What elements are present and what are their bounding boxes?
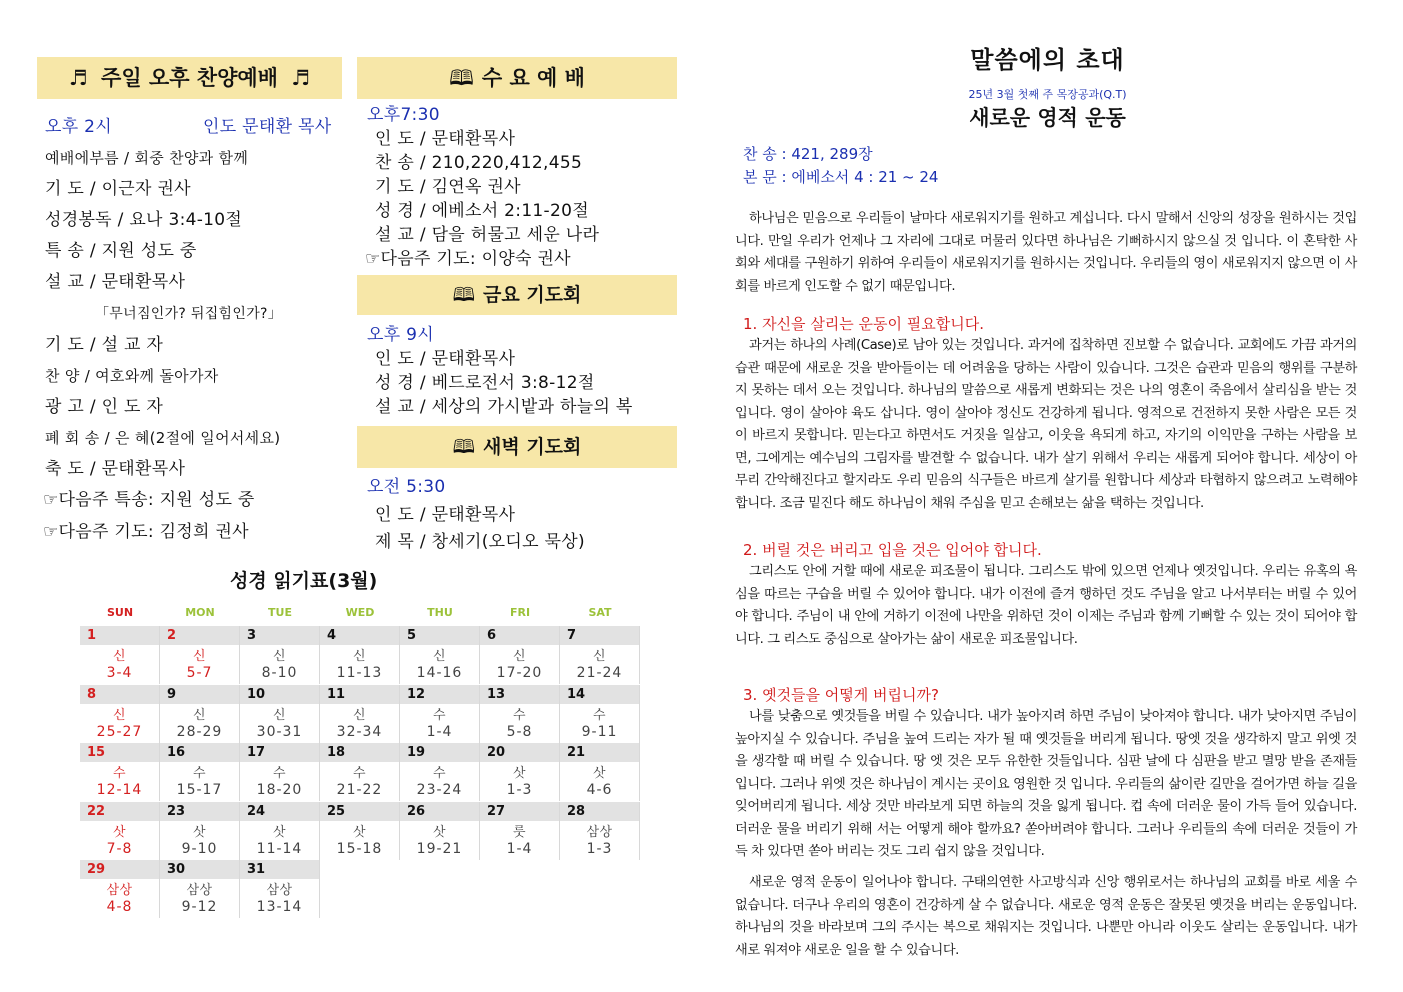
reading-chapters: 9-10 [181, 840, 218, 857]
day-number: 13 [480, 685, 559, 704]
day-number: 27 [480, 802, 559, 821]
reading-chapters: 9-11 [581, 723, 618, 740]
section-body: 나를 낮춤으로 옛것들을 버릴 수 있습니다. 내가 높아지려 하면 주님이 낮아져야 합니다. 내가 낮아지면 주님이 높아지실 수 있습니다. 주님을 높여 드리는 자가 될 때 옛것들을 버리게 됩니다. 땅엣 것을 생각하지 말고 위엣 것을 생각할 때 버릴 수 있습니다. 땅 엣 것은 모두 유한한 것들입니다. 심판 날에 다 심판을 받고 멸망 받을 존재들입니다. 그러나 위엣 것은 하나님이 계시는 곳이요 영원한 것 입니다. 우리들의 삶이란 길만을 걸어가면 하늘 길을 잊어버리게 됩니다. 세상 것만 바라보게 되면 하늘의 것을 잃게 됩니다. 컵 속에 더러운 물이 가득 들어 있습니다. 더러운 물을 버리기 위해 서는 어떻게 해야 할까요? 쏟아버려야 합니다. 그러나 우리들의 속에 더러운 것들이 가득 차 있다면 쏟아 버리는 것도 그리 쉽지 않을 것입니다. [735, 709, 1357, 859]
order-item: 인 도 / 문태환목사 [375, 129, 516, 149]
calendar-day [160, 685, 240, 743]
book-icon: 🕮 [452, 284, 475, 306]
order-item: 설 교 / 문태환목사 [45, 272, 186, 292]
calendar-day [400, 685, 480, 743]
day-number: 3 [240, 626, 319, 645]
reading-book: 신 [352, 649, 367, 664]
wednesday-service-banner [357, 57, 677, 99]
weekday-header: FRI [509, 606, 531, 619]
calendar-day [320, 626, 400, 684]
day-number: 1 [80, 626, 159, 645]
day-number: 30 [160, 860, 239, 879]
reading-chapters: 28-29 [176, 723, 223, 740]
day-number: 31 [240, 860, 319, 879]
friday-prayer-time: 오후 9시 [367, 325, 434, 345]
next-week-special-song: ☞다음주 특송: 지원 성도 중 [43, 490, 255, 510]
reading-book: 수 [592, 707, 607, 723]
reading-book: 삿 [272, 824, 287, 840]
calendar-day [80, 743, 160, 801]
reading-chapters: 21-24 [576, 665, 623, 681]
reading-book: 신 [192, 707, 207, 723]
day-number: 18 [320, 743, 399, 762]
day-number: 8 [80, 685, 159, 704]
order-item: 예배에부름 / 회중 찬양과 함께 [45, 149, 249, 167]
reading-chapters: 1-4 [426, 723, 453, 740]
day-number: 10 [240, 685, 319, 704]
calendar-day [240, 685, 320, 743]
reading-chapters: 15-17 [176, 782, 223, 798]
reading-chapters: 13-14 [256, 899, 303, 915]
intro-paragraph: 하나님은 믿음으로 우리들이 날마다 새로워지기를 원하고 계십니다. 다시 말해서 신앙의 성장을 원하시는 것입니다. 만일 우리가 언제나 그 자리에 그대로 머물러 있다면 하나님은 기뻐하시지 않으실 것 입니다. 이 혼탁한 사회와 세대를 구원하기 위하여 우리들이 새로워지기를 원하시는 것입니다. 우리들의 영이 새로워지지 않으면 이 사회를 바르게 인도할 수 없기 때문입니다. [735, 211, 1357, 294]
day-number: 6 [480, 626, 559, 645]
calendar-day [560, 743, 640, 801]
day-number: 19 [400, 743, 479, 762]
order-item: 폐 회 송 / 은 혜(2절에 일어서세요) [45, 429, 281, 447]
calendar-day [480, 685, 560, 743]
reading-book: 삼상 [586, 824, 613, 840]
reading-book: 수 [112, 766, 127, 781]
day-number: 4 [320, 626, 399, 645]
reading-book: 삼상 [186, 883, 213, 898]
reading-chapters: 4-6 [586, 782, 613, 798]
friday-prayer-banner [357, 275, 677, 315]
reading-book: 수 [432, 766, 447, 781]
book-icon: 🕮 [452, 436, 475, 458]
next-week-prayer: ☞다음주 기도: 이양숙 권사 [365, 249, 571, 269]
calendar-day [80, 685, 160, 743]
day-number: 12 [400, 685, 479, 704]
reading-chapters: 12-14 [96, 782, 143, 798]
weekday-header: MON [185, 606, 215, 619]
order-item: 설 교 / 담을 허물고 세운 나라 [375, 225, 600, 245]
day-number: 20 [480, 743, 559, 762]
order-item: 찬 양 / 여호와께 돌아가자 [45, 367, 219, 385]
music-note-icon: ♬ [68, 66, 88, 90]
reading-book: 수 [352, 766, 367, 781]
day-number: 28 [560, 802, 639, 821]
calendar-day [160, 743, 240, 801]
hymn-line: 찬 송 : 421, 289장 [743, 145, 873, 163]
calendar-day [480, 802, 560, 860]
order-item: 인 도 / 문태환목사 [375, 349, 516, 369]
calendar-day [480, 626, 560, 684]
reading-book: 신 [192, 649, 207, 664]
weekday-header: TUE [268, 606, 292, 619]
calendar-day [160, 626, 240, 684]
reading-chapters: 19-21 [416, 840, 463, 857]
section-heading: 3. 옛것들을 어떻게 버립니까? [743, 686, 939, 704]
order-item: 특 송 / 지원 성도 중 [45, 241, 197, 261]
day-number: 7 [560, 626, 639, 645]
reading-book: 삿 [192, 824, 207, 840]
section-body: 그리스도 안에 거할 때에 새로운 피조물이 됩니다. 그리스도 밖에 있으면 언제나 옛것입니다. 우리는 유혹의 욕심을 따르는 구습을 버릴 수 있어야 합니다. 내가 이전에 즐겨 행하던 것도 주님을 알고 나서부터는 버릴 수 있어야 합니다. 주님이 내 안에 거하기 이전에 나만을 위하던 것이 이제는 주님과 함께 기뻐할 수 있는 것이 되어야 합니다. 그 리스도 중심으로 살아가는 삶이 새로운 피조물입니다. [735, 564, 1357, 647]
reading-book: 삿 [592, 766, 607, 781]
reading-book: 수 [512, 707, 527, 723]
music-note-icon: ♬ [291, 66, 311, 90]
day-number: 16 [160, 743, 239, 762]
order-item: 기 도 / 김연옥 권사 [375, 177, 521, 197]
order-item: 찬 송 / 210,220,412,455 [375, 153, 583, 173]
day-number: 22 [80, 802, 159, 821]
order-item: 인 도 / 문태환목사 [375, 505, 516, 525]
weekday-header: SUN [106, 606, 134, 619]
order-item: 광 고 / 인 도 자 [45, 397, 164, 417]
calendar-day [80, 860, 160, 918]
order-item: 축 도 / 문태환목사 [45, 459, 186, 479]
reading-chapters: 32-34 [336, 723, 383, 740]
lesson-title: 새로운 영적 운동 [969, 106, 1126, 130]
sunday-service-title: 주일 오후 찬양예배 [101, 66, 278, 90]
dawn-prayer-time: 오전 5:30 [367, 477, 446, 497]
next-week-prayer: ☞다음주 기도: 김정희 권사 [43, 522, 249, 542]
invitation-heading: 말씀에의 초대 [970, 46, 1125, 74]
reading-book: 수 [432, 707, 447, 723]
day-number: 21 [560, 743, 639, 762]
reading-book: 삼상 [266, 883, 293, 898]
reading-chapters: 21-22 [336, 782, 383, 798]
order-item: 성경봉독 / 요나 3:4-10절 [45, 210, 243, 230]
reading-chapters: 23-24 [416, 782, 463, 798]
closing-paragraph: 새로운 영적 운동이 일어나야 합니다. 구태의연한 사고방식과 신앙 행위로서는 하나님의 교회를 바로 세울 수 없습니다. 더구나 우리의 영혼이 건강하게 살 수 없습니다. 새로운 영적 운동은 잘못된 옛것을 버리는 운동입니다. 하나님의 것을 바라보며 그의 주시는 복으로 채워지는 것입니다. 나뿐만 아니라 이웃도 살리는 운동입니다. 내가 새로 워져야 새로운 일을 할 수 있습니다. [735, 875, 1357, 958]
reading-book: 신 [432, 649, 447, 664]
order-item: 성 경 / 에베소서 2:11-20절 [375, 201, 589, 221]
day-number: 15 [80, 743, 159, 762]
day-number: 29 [80, 860, 159, 879]
reading-chapters: 1-4 [506, 840, 533, 857]
calendar-day [80, 802, 160, 860]
day-number: 23 [160, 802, 239, 821]
calendar-week [80, 743, 640, 801]
calendar-day [560, 626, 640, 684]
day-number: 17 [240, 743, 319, 762]
sermon-title: 「무너짐인가? 뒤집힘인가?」 [95, 306, 283, 322]
section-heading: 2. 버릴 것은 버리고 입을 것은 입어야 합니다. [743, 541, 1042, 559]
reading-book: 신 [272, 649, 287, 664]
calendar-day [400, 743, 480, 801]
reading-book: 수 [272, 766, 287, 781]
calendar-day [400, 626, 480, 684]
reading-book: 삼상 [106, 883, 133, 898]
scripture-line: 본 문 : 에베소서 4 : 21 ~ 24 [743, 168, 939, 186]
sunday-service-leader: 인도 문태환 목사 [203, 117, 332, 137]
order-item: 설 교 / 세상의 가시밭과 하늘의 복 [375, 397, 633, 417]
dawn-prayer-banner [357, 426, 677, 468]
reading-chapters: 3-4 [106, 665, 133, 681]
calendar-week [80, 860, 640, 918]
reading-book: 신 [112, 649, 127, 664]
calendar-week [80, 685, 640, 743]
book-icon: 🕮 [449, 66, 474, 90]
day-number: 11 [320, 685, 399, 704]
reading-book: 삿 [112, 824, 127, 840]
dawn-prayer-title: 새벽 기도회 [483, 436, 582, 458]
calendar-day [560, 685, 640, 743]
reading-chapters: 8-10 [261, 665, 298, 681]
reading-chapters: 17-20 [496, 665, 543, 681]
calendar-week [80, 626, 640, 684]
reading-book: 신 [592, 649, 607, 664]
wednesday-service-time: 오후7:30 [367, 105, 440, 125]
reading-book: 룻 [512, 824, 527, 840]
reading-chapters: 5-8 [506, 723, 533, 740]
reading-chapters: 15-18 [336, 840, 383, 857]
invitation-subheading: 25년 3월 첫째 주 목장공과(Q.T) [968, 88, 1127, 101]
reading-chapters: 7-8 [106, 840, 133, 857]
reading-calendar-title: 성경 읽기표(3월) [230, 570, 378, 592]
reading-chapters: 1-3 [506, 782, 533, 798]
calendar-day [560, 802, 640, 860]
reading-book: 삿 [512, 766, 527, 781]
day-number: 25 [320, 802, 399, 821]
reading-chapters: 9-12 [181, 899, 218, 915]
reading-chapters: 25-27 [96, 723, 143, 740]
calendar-day [320, 802, 400, 860]
calendar-day [400, 802, 480, 860]
reading-book: 신 [272, 707, 287, 723]
calendar-day [240, 860, 320, 918]
day-number: 14 [560, 685, 639, 704]
calendar-day [320, 685, 400, 743]
reading-book: 삿 [352, 824, 367, 840]
calendar-day [320, 743, 400, 801]
calendar-day [480, 743, 560, 801]
sunday-service-banner [37, 57, 342, 99]
friday-prayer-title: 금요 기도회 [483, 284, 582, 306]
order-item: 제 목 / 창세기(오디오 묵상) [375, 532, 585, 552]
calendar-day [240, 743, 320, 801]
calendar-day [80, 626, 160, 684]
reading-book: 신 [112, 707, 127, 723]
reading-book: 신 [352, 707, 367, 723]
weekday-header: SAT [588, 606, 612, 619]
reading-book: 삿 [432, 824, 447, 840]
calendar-day [240, 626, 320, 684]
wednesday-service-title: 수 요 예 배 [481, 66, 585, 90]
calendar-day [160, 802, 240, 860]
day-number: 26 [400, 802, 479, 821]
calendar-week [80, 802, 640, 860]
day-number: 5 [400, 626, 479, 645]
day-number: 2 [160, 626, 239, 645]
reading-chapters: 30-31 [256, 723, 303, 740]
reading-book: 수 [192, 766, 207, 781]
reading-chapters: 4-8 [106, 899, 133, 915]
order-item: 기 도 / 이근자 권사 [45, 179, 191, 199]
reading-chapters: 14-16 [416, 665, 463, 681]
day-number: 24 [240, 802, 319, 821]
section-heading: 1. 자신을 살리는 운동이 필요합니다. [743, 315, 985, 333]
reading-chapters: 18-20 [256, 782, 303, 798]
day-number: 9 [160, 685, 239, 704]
section-body: 과거는 하나의 사례(Case)로 남아 있는 것입니다. 과거에 집착하면 진보할 수 없습니다. 교회에도 가끔 과거의 습관 때문에 새로운 것을 받아들이는 데 어려움을 당하는 사람이 있습니다. 그것은 습관과 믿음의 행위를 구분하지 못하는 데서 오는 것입니다. 하나님의 말씀으로 새롭게 변화되는 것은 나의 영혼이 죽음에서 살리심을 받는 것입니다. 영이 살아야 육도 삽니다. 영이 살아야 정신도 건강하게 됩니다. 영적으로 건전하지 못한 사람은 모든 것이 바르지 못합니다. 믿는다고 하면서도 거짓을 일삼고, 이웃을 욕되게 하고, 자기의 이익만을 구하는 사람을 보면, 그에게는 예수님의 그림자를 발견할 수 없습니다. 내가 살기 위해서 우리는 새롭게 되어야 합니다. 세상이 아무리 간악해진다고 할지라도 우리 믿음의 식구들은 바르게 살기를 원합니다 세상과 타협하지 않으려고 노력해야 합니다. 조금 밑진다 해도 하나님이 채워 주심을 믿고 손해보는 삶을 택하는 것입니다. [735, 338, 1357, 511]
reading-chapters: 5-7 [186, 665, 213, 681]
calendar-day [160, 860, 240, 918]
reading-chapters: 11-14 [256, 840, 303, 857]
weekday-header: THU [427, 606, 453, 619]
sunday-service-time: 오후 2시 [45, 117, 112, 137]
reading-chapters: 1-3 [586, 840, 613, 857]
reading-book: 신 [512, 649, 527, 664]
calendar-day [240, 802, 320, 860]
reading-chapters: 11-13 [336, 665, 383, 681]
order-item: 성 경 / 베드로전서 3:8-12절 [375, 373, 595, 393]
order-item: 기 도 / 설 교 자 [45, 335, 164, 355]
weekday-header: WED [345, 606, 375, 619]
